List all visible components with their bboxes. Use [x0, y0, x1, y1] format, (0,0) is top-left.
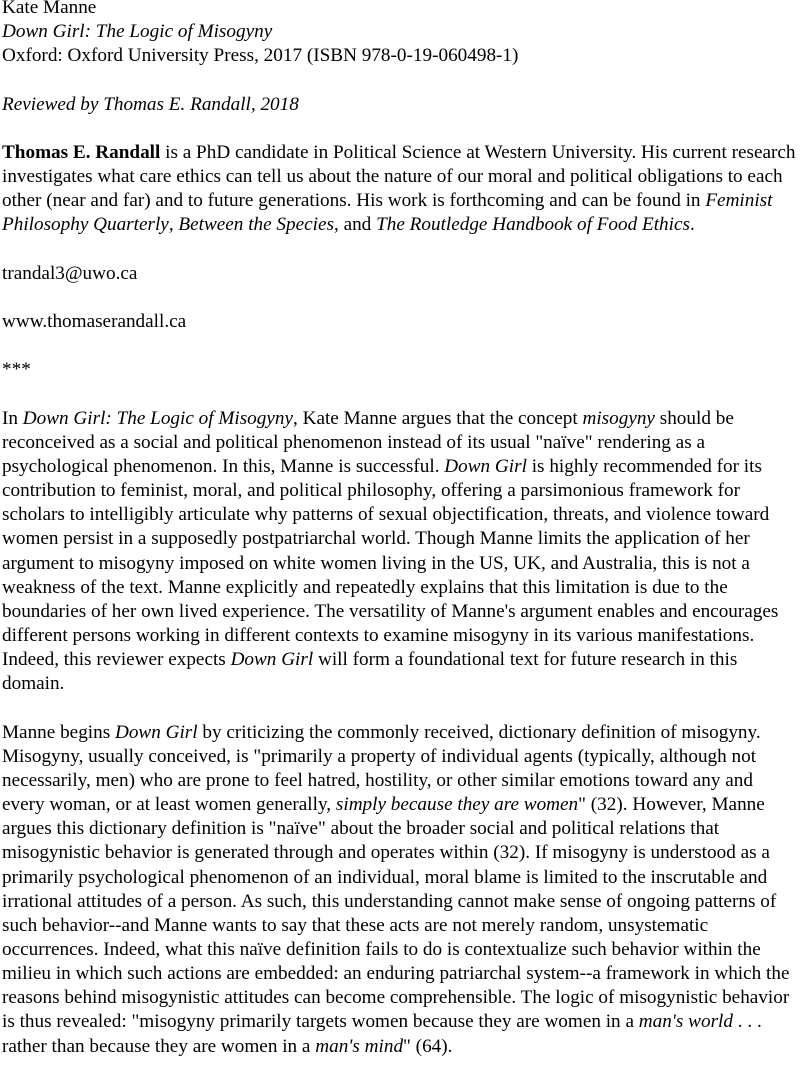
journal-between-the-species: Between the Species	[178, 214, 334, 236]
review-paragraph-1	[2, 407, 798, 697]
review-document	[2, 0, 798, 1059]
italic-title-run: Down Girl	[444, 455, 527, 477]
bibliographic-header	[2, 0, 798, 68]
italic-title-run: Down Girl: The Logic of Misogyny	[22, 407, 293, 429]
italic-emphasis-run: simply because they are women	[335, 794, 579, 816]
section-separator: ***	[2, 359, 31, 381]
bio-separator: , and	[333, 214, 377, 236]
bio-text: is a PhD candidate in Political Science at Western University. His current research investigates what care ethics can tell us about the nature of our moral and political obligations to each other (near and far) and to future generations. His work is forthcoming and can be found in	[2, 141, 796, 212]
reviewer-line	[2, 93, 798, 117]
italic-title-run: Down Girl	[230, 649, 314, 671]
text-run: . . . rather than because they are women in a	[2, 1011, 762, 1057]
text-run: is highly recommended for its contribution to feminist, moral, and political philosophy, offering a parsimonious framework for scholars to intelligibly articulate why patterns of sexual objectification, threats, and violence toward women persist in a supposedly postpatriarchal world. Though Manne limits the application of her argument to misogyny imposed on white women living in the US, UK, and Australia, this is not a weakness of the text. Manne explicitly and repeatedly explains that this limitation is due to the boundaries of her own lived experience. The versatility of Manne's argument enables and encourages different persons working in different contexts to examine misogyny in its various manifestations. Indeed, this reviewer expects	[2, 455, 779, 671]
book-title-text: Down Girl: The Logic of Misogyny	[2, 21, 273, 43]
italic-title-run: Down Girl	[114, 721, 198, 743]
text-run: Manne begins	[2, 721, 115, 743]
text-run: should be reconceived as a social and political phenomenon instead of its usual "naïve" rendering as a psychological phenomenon. In this, Manne is successful.	[2, 407, 734, 477]
journal-feminist-philosophy-quarterly: Feminist Philosophy Quarterly	[2, 190, 773, 236]
text-run: " (64).	[403, 1035, 453, 1057]
text-run: by criticizing the commonly received, dictionary definition of misogyny. Misogyny, usually conceived, is "primarily a property of individual agents (typically, although not necessarily, men) who are prone to feel hatred, hostility, or other similar emotions toward any and every woman, or at least women generally,	[2, 721, 761, 816]
bio-end: .	[689, 214, 695, 236]
italic-emphasis-run: man's world	[638, 1011, 733, 1033]
publication-info: Oxford: Oxford University Press, 2017 (ISBN 978-0-19-060498-1)	[2, 45, 519, 67]
website-link[interactable]: www.thomaserandall.ca	[2, 310, 187, 332]
text-run: " (32). However, Manne argues this dictionary definition is "naïve" about the broader social and political relations that misogynistic behavior is generated through and operates within (32). If misogyny is understood as a primarily psychological phenomenon of an individual, moral blame is limited to the inscrutable and irrational attitudes of a person. As such, this understanding cannot make sense of ongoing patterns of such behavior--and Manne wants to say that these acts are not merely random, unsystematic occurrences. Indeed, what this naïve definition fails to do is contextualize such behavior within the milieu in which such actions are embedded: an enduring patriarchal system--a framework in which the reasons behind misogynistic attitudes can become comprehensible. The logic of misogynistic behavior is thus revealed: "misogyny primarily targets women because they are women in a	[2, 794, 790, 1033]
reviewer-name: Thomas E. Randall	[2, 141, 161, 163]
bio-separator: ,	[168, 214, 179, 236]
text-run: , Kate Manne argues that the concept	[293, 407, 583, 429]
reviewer-bio	[2, 141, 798, 238]
text-run: In	[2, 407, 23, 429]
reviewer-line-text: Reviewed by Thomas E. Randall, 2018	[2, 93, 299, 115]
review-paragraph-2	[2, 721, 798, 1059]
italic-emphasis-run: man's mind	[315, 1035, 404, 1057]
italic-term-run: misogyny	[582, 407, 655, 429]
reviewer-email	[2, 262, 798, 286]
book-title	[2, 20, 798, 44]
book-author: Kate Manne	[2, 0, 97, 18]
text-run: will form a foundational text for future research in this domain.	[2, 649, 738, 695]
reviewer-website	[2, 310, 798, 334]
email-link[interactable]: trandal3@uwo.ca	[2, 262, 138, 284]
journal-routledge-handbook: The Routledge Handbook of Food Ethics	[376, 214, 690, 236]
